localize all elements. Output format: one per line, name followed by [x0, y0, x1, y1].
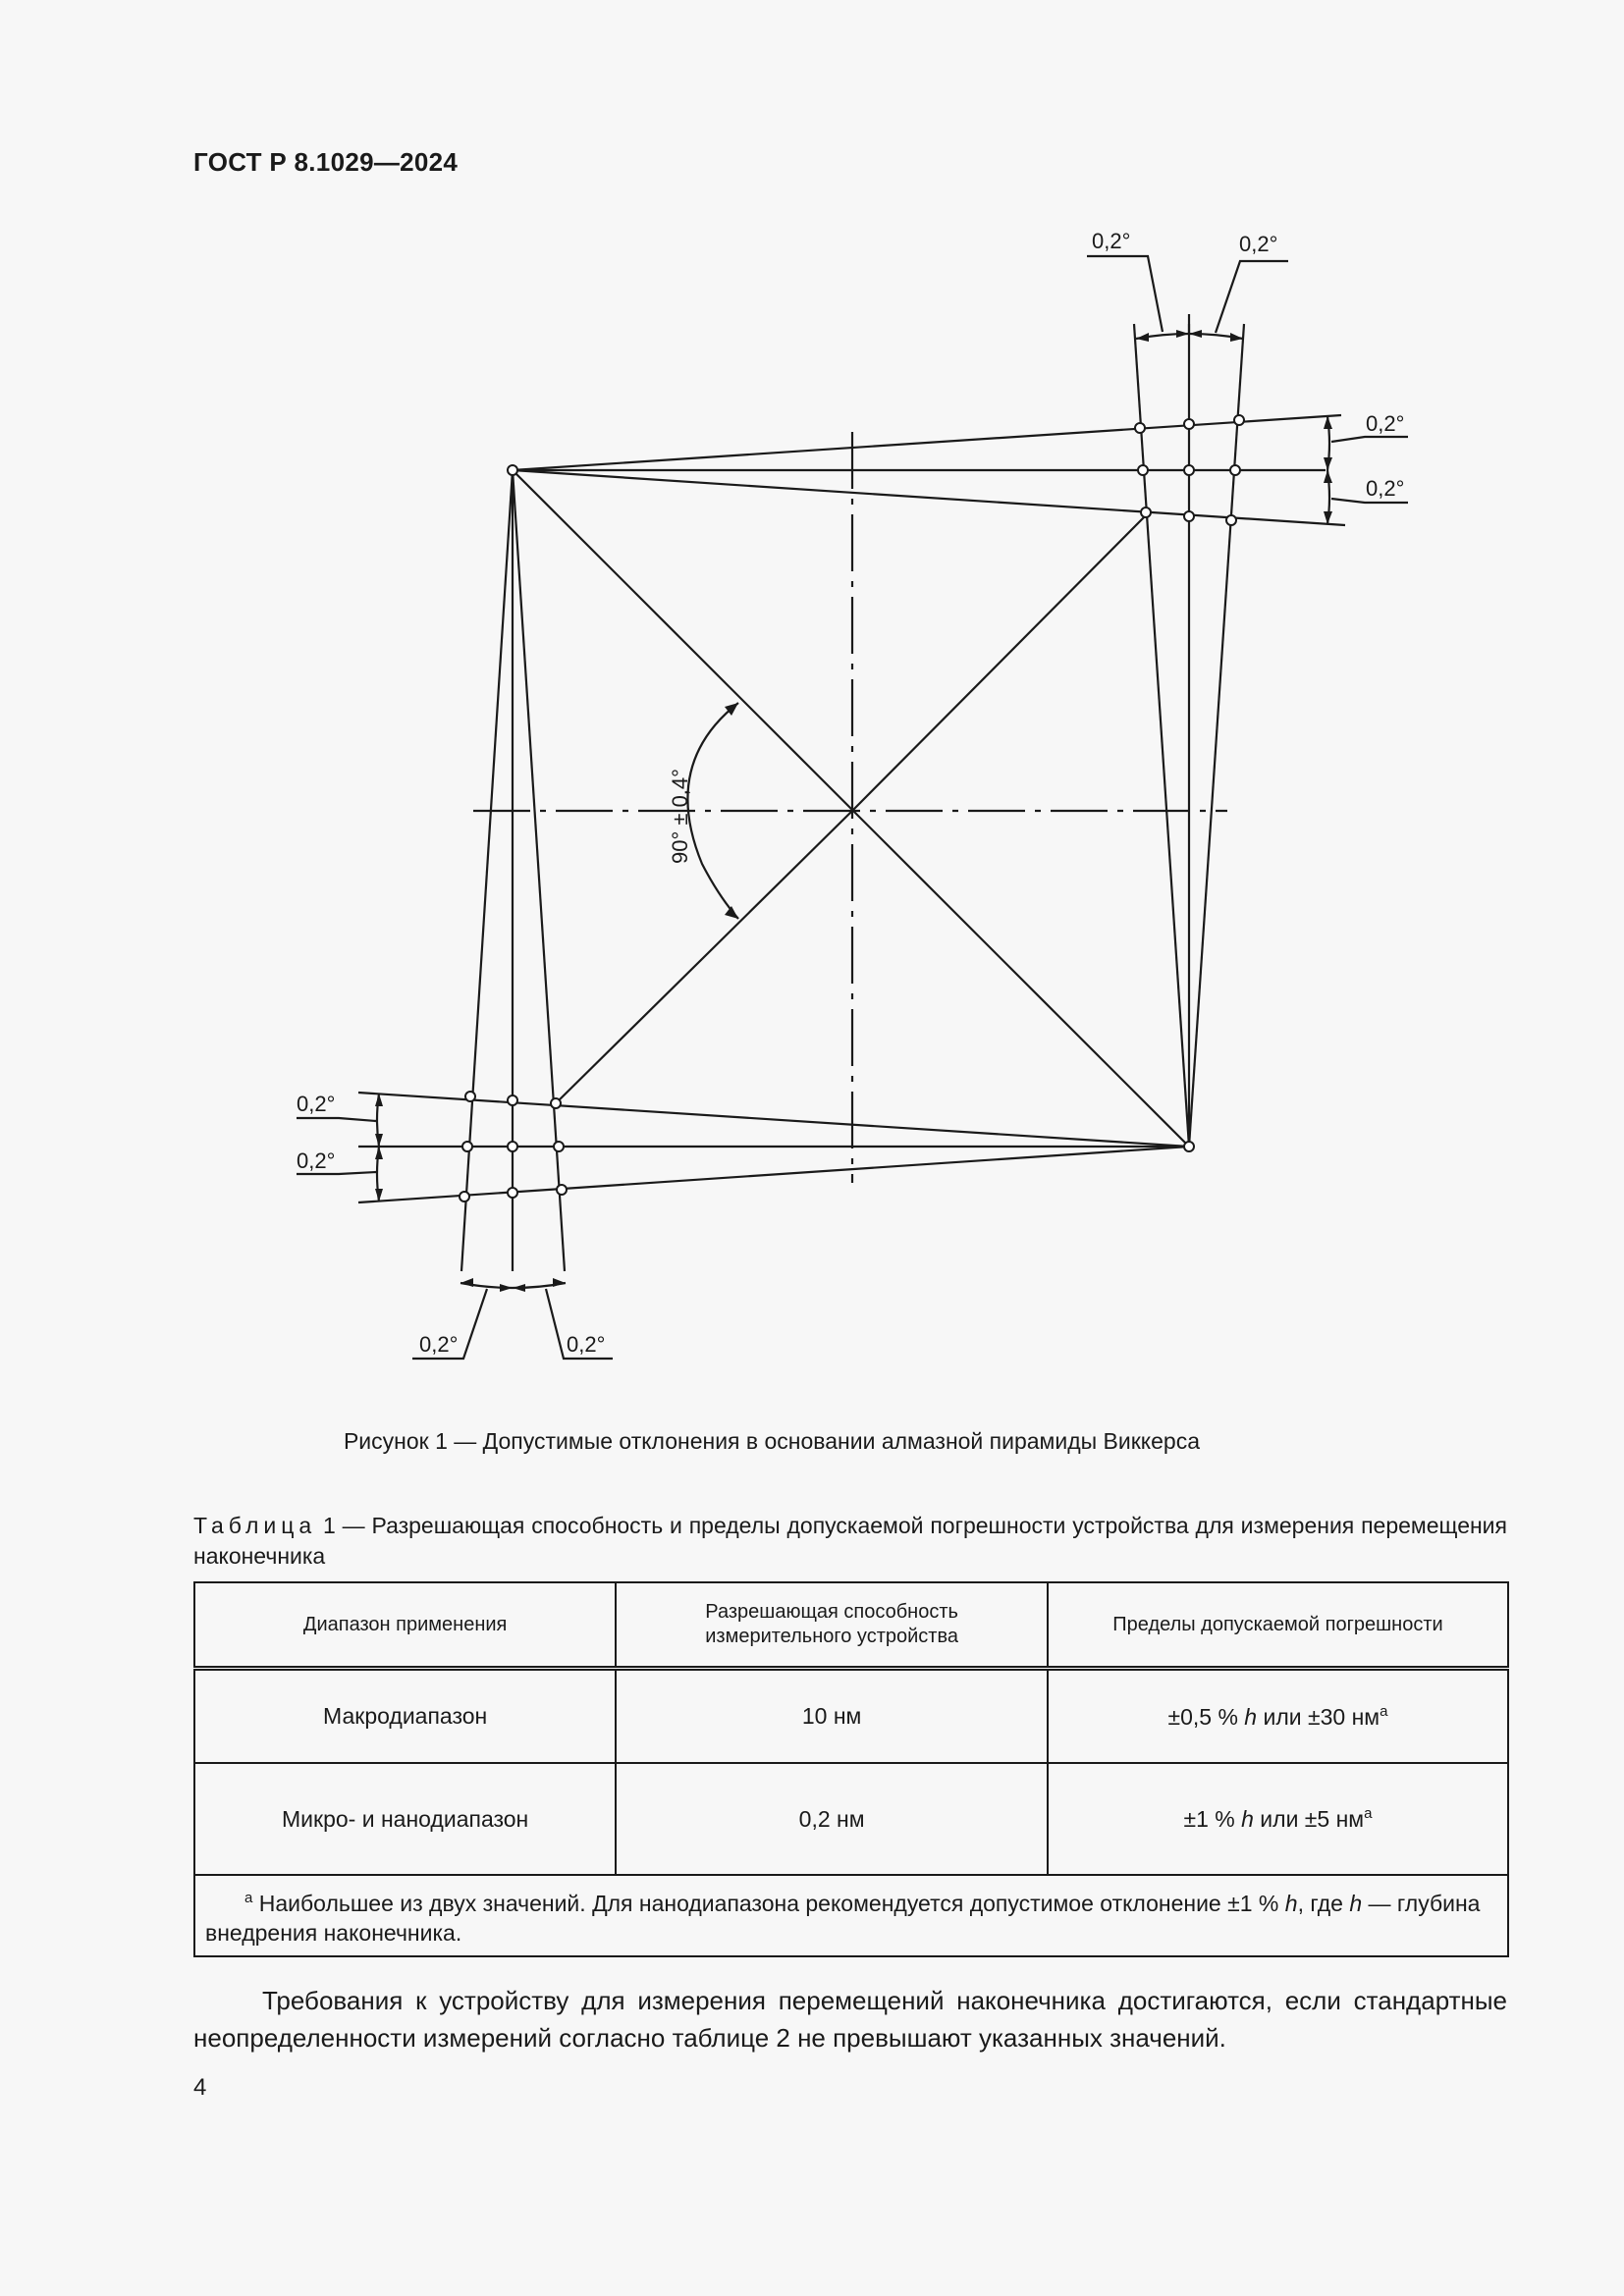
label-left-upper-angle: 0,2°: [297, 1092, 336, 1116]
label-center-angle: 90° ± 0,4°: [668, 769, 692, 864]
label-right-upper-angle: 0,2°: [1366, 411, 1405, 436]
cell-range: Микро- и нанодиапазон: [194, 1763, 616, 1875]
cell-limits: ±1 % h или ±5 $нм^a$: [1048, 1763, 1508, 1875]
body-paragraph: Требования к устройству для измерения перемещений наконечника достигаются, если стандартные неопределенности измерений согласно таблице 2 не превышают указанных значений.: [193, 1986, 1507, 2053]
table-title-prefix: Таблица: [193, 1513, 317, 1538]
figure-caption: Рисунок 1 — Допустимые отклонения в основании алмазной пирамиды Виккерса: [343, 1428, 1201, 1454]
label-top-left-angle: 0,2°: [1092, 229, 1131, 253]
table-footnote-row: [194, 1875, 1508, 1956]
label-bottom-left-angle: 0,2°: [419, 1332, 459, 1357]
label-right-lower-angle: 0,2°: [1366, 476, 1405, 501]
cell-limits: ±0,5 % h или ±30 $нм^a$: [1048, 1669, 1508, 1764]
header-range: Диапазон применения: [194, 1582, 616, 1669]
header-resolution: Разрешающая способность измерительного устройства: [616, 1582, 1048, 1669]
label-bottom-right-angle: 0,2°: [567, 1332, 606, 1357]
table-title-text: 1 — Разрешающая способность и пределы допускаемой погрешности устройства для измерения перемещения наконечника: [193, 1513, 1507, 1569]
page-number: 4: [193, 2074, 207, 2101]
footnote-marker: a: [1364, 1805, 1373, 1822]
header-limits: Пределы допускаемой погрешности: [1048, 1582, 1508, 1669]
table-title: [193, 1511, 1507, 1572]
label-left-lower-angle: 0,2°: [297, 1148, 336, 1173]
table-footnote: $^a$ Наибольшее из двух значений. Для нанодиапазона рекомендуется допустимое отклонение ±1 % h, где h — глубина внедрения наконечника.: [194, 1875, 1508, 1956]
cell-resolution: 0,2 нм: [616, 1763, 1048, 1875]
cell-range: Макродиапазон: [194, 1669, 616, 1764]
footnote-marker: a: [1380, 1702, 1388, 1720]
table-row: [194, 1763, 1508, 1875]
resolution-table: [193, 1581, 1509, 1957]
cell-resolution: 10 нм: [616, 1669, 1048, 1764]
diagonal-cross-lower: [556, 811, 852, 1103]
table-header-row: [194, 1582, 1508, 1669]
label-top-right-angle: 0,2°: [1239, 232, 1278, 256]
diagonal-cross-upper: [852, 513, 1148, 811]
document-header: ГОСТ Р 8.1029—2024: [193, 147, 459, 177]
table-row: [194, 1669, 1508, 1764]
